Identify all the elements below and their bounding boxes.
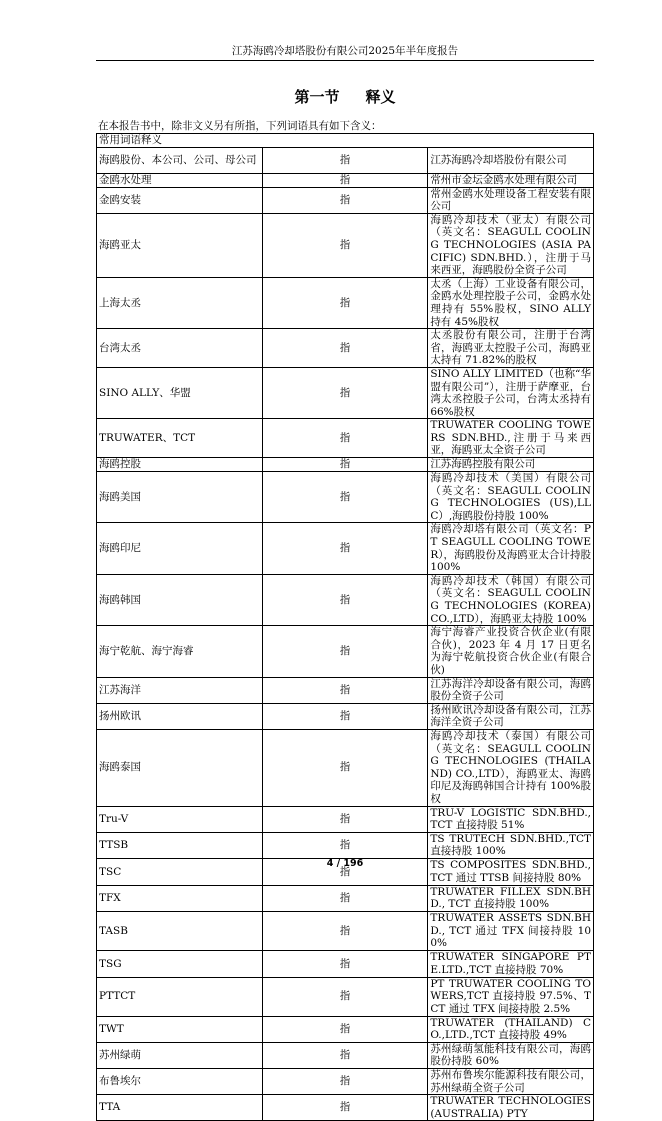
term-cell: 海鸥韩国 [97, 574, 263, 625]
separator-cell: 指 [262, 912, 428, 951]
separator-cell: 指 [262, 729, 428, 806]
table-row [97, 472, 594, 523]
term-cell: TTSB [97, 832, 263, 858]
separator-cell: 指 [262, 977, 428, 1016]
term-cell: 海鸥控股 [97, 458, 263, 472]
term-cell: 金鸥水处理 [97, 173, 263, 187]
definition-cell: TS TRUTECH SDN.BHD.,TCT 直接持股 100% [428, 832, 594, 858]
table-row [97, 626, 594, 677]
separator-cell: 指 [262, 173, 428, 187]
term-cell: 海宁乾航、海宁海睿 [97, 626, 263, 677]
table-row [97, 277, 594, 328]
separator-cell: 指 [262, 329, 428, 368]
table-row [97, 806, 594, 832]
table-row [97, 574, 594, 625]
definition-cell: TRU-V LOGISTIC SDN.BHD.,TCT 直接持股 51% [428, 806, 594, 832]
page-header: 江苏海鸥冷却塔股份有限公司2025年半年度报告 [231, 45, 459, 57]
term-cell: PTTCT [97, 977, 263, 1016]
table-row [97, 832, 594, 858]
term-cell: 上海太丞 [97, 277, 263, 328]
term-cell: 布鲁埃尔 [97, 1069, 263, 1095]
separator-cell: 指 [262, 147, 428, 173]
separator-cell: 指 [262, 858, 428, 885]
definition-cell: 海鸥冷却技术（韩国）有限公司（英文名：SEAGULL COOLING TECHNOLOGIES (KOREA) CO.,LTD），海鸥亚太持股 100% [428, 574, 594, 625]
separator-cell: 指 [262, 1016, 428, 1042]
term-cell: TTA [97, 1095, 263, 1121]
table-caption: 常用词语释义 [97, 134, 594, 148]
term-cell: TRUWATER、TCT [97, 419, 263, 458]
definition-cell: 江苏海鸥控股有限公司 [428, 458, 594, 472]
section-name: 释义 [365, 88, 396, 106]
separator-cell: 指 [262, 187, 428, 213]
section-number: 第一节 [294, 88, 340, 106]
definition-cell: 海宁海睿产业投资合伙企业(有限合伙)，2023 年 4 月 17 日更名为海宁乾航投资合伙企业(有限合伙) [428, 626, 594, 677]
term-cell: 海鸥印尼 [97, 523, 263, 574]
separator-cell: 指 [262, 832, 428, 858]
definition-cell: 苏州布鲁埃尔能源科技有限公司，苏州绿萌全资子公司 [428, 1069, 594, 1095]
table-row [97, 1095, 594, 1121]
definition-cell: TS COMPOSITES SDN.BHD.,TCT 通过 TTSB 间接持股 80% [428, 858, 594, 885]
separator-cell: 指 [262, 703, 428, 729]
table-row [97, 213, 594, 277]
definition-cell: TRUWATER (THAILAND) CO.,LTD.,TCT 直接持股 49% [428, 1016, 594, 1042]
table-row [97, 147, 594, 173]
table-row [97, 187, 594, 213]
header-divider [96, 60, 594, 61]
definition-cell: 海鸥冷却塔有限公司（英文名：PT SEAGULL COOLING TOWER），海鸥股份及海鸥亚太合计持股 100% [428, 523, 594, 574]
table-row [97, 703, 594, 729]
term-cell: 海鸥股份、本公司、公司、母公司 [97, 147, 263, 173]
definition-cell: 海鸥冷却技术（泰国）有限公司（英文名：SEAGULL COOLING TECHNOLOGIES (THAILAND) CO.,LTD），海鸥亚太、海鸥印尼及海鸥韩国合计持有 100%股权 [428, 729, 594, 806]
table-row [97, 419, 594, 458]
separator-cell: 指 [262, 626, 428, 677]
definition-cell: 太丞股份有限公司，注册于台湾省，海鸥亚太控股子公司，海鸥亚太持有 71.82%的股权 [428, 329, 594, 368]
definition-cell: SINO ALLY LIMITED（也称“华盟有限公司”），注册于萨摩亚，台湾太丞控股子公司，台湾太丞持有 66%股权 [428, 367, 594, 418]
table-row [97, 950, 594, 977]
term-cell: 海鸥亚太 [97, 213, 263, 277]
table-row [97, 367, 594, 418]
term-cell: 金鸥安装 [97, 187, 263, 213]
table-row [97, 1069, 594, 1095]
definition-cell: 太丞（上海）工业设备有限公司，金鸥水处理控股子公司，金鸥水处理持有 55%股权，SINO ALLY 持有 45%股权 [428, 277, 594, 328]
separator-cell: 指 [262, 213, 428, 277]
definitions-table [96, 133, 594, 1121]
definition-cell: TRUWATER COOLING TOWERS SDN.BHD.,注册于马来西亚，海鸥亚太全资子公司 [428, 419, 594, 458]
separator-cell: 指 [262, 523, 428, 574]
table-row [97, 173, 594, 187]
table-row [97, 1042, 594, 1068]
separator-cell: 指 [262, 419, 428, 458]
table-caption-row [97, 134, 594, 148]
table-row [97, 1016, 594, 1042]
definition-cell: 扬州欧讯冷却设备有限公司，江苏海洋全资子公司 [428, 703, 594, 729]
term-cell: 苏州绿萌 [97, 1042, 263, 1068]
term-cell: SINO ALLY、华盟 [97, 367, 263, 418]
term-cell: TWT [97, 1016, 263, 1042]
definition-cell: PT TRUWATER COOLING TOWERS,TCT 直接持股 97.5%、TCT 通过 TFX 间接持股 2.5% [428, 977, 594, 1016]
separator-cell: 指 [262, 277, 428, 328]
section-title [96, 86, 594, 107]
definition-cell: TRUWATER SINGAPORE PTE.LTD.,TCT 直接持股 70% [428, 950, 594, 977]
table-row [97, 458, 594, 472]
intro-text: 在本报告书中，除非文义另有所指，下列词语具有如下含义： [98, 120, 382, 132]
term-cell: TASB [97, 912, 263, 951]
definition-cell: 常州市金坛金鸥水处理有限公司 [428, 173, 594, 187]
definition-cell: 江苏海鸥冷却塔股份有限公司 [428, 147, 594, 173]
term-cell: 海鸥美国 [97, 472, 263, 523]
separator-cell: 指 [262, 950, 428, 977]
separator-cell: 指 [262, 806, 428, 832]
table-row [97, 329, 594, 368]
page-number: 4 / 196 [326, 858, 364, 869]
definition-cell: TRUWATER ASSETS SDN.BHD., TCT 通过 TFX 间接持股 100% [428, 912, 594, 951]
table-row [97, 885, 594, 911]
definition-cell: TRUWATER FILLEX SDN.BHD., TCT 直接持股 100% [428, 885, 594, 911]
term-cell: 扬州欧讯 [97, 703, 263, 729]
term-cell: TSC [97, 858, 263, 885]
definition-cell: 海鸥冷却技术（亚太）有限公司（英文名：SEAGULL COOLING TECHNOLOGIES (ASIA PACIFIC) SDN.BHD.），注册于马来西亚，海鸥股份全资子公司 [428, 213, 594, 277]
table-row [97, 523, 594, 574]
table-row [97, 912, 594, 951]
separator-cell: 指 [262, 574, 428, 625]
term-cell: TSG [97, 950, 263, 977]
separator-cell: 指 [262, 1095, 428, 1121]
separator-cell: 指 [262, 472, 428, 523]
term-cell: 海鸥泰国 [97, 729, 263, 806]
separator-cell: 指 [262, 1042, 428, 1068]
separator-cell: 指 [262, 677, 428, 703]
definition-cell: TRUWATER TECHNOLOGIES (AUSTRALIA) PTY [428, 1095, 594, 1121]
term-cell: TFX [97, 885, 263, 911]
term-cell: Tru-V [97, 806, 263, 832]
separator-cell: 指 [262, 885, 428, 911]
separator-cell: 指 [262, 458, 428, 472]
definition-cell: 江苏海洋冷却设备有限公司，海鸥股份全资子公司 [428, 677, 594, 703]
definition-cell: 常州金鸥水处理设备工程安装有限公司 [428, 187, 594, 213]
table-row [97, 977, 594, 1016]
separator-cell: 指 [262, 1069, 428, 1095]
table-row [97, 729, 594, 806]
definition-cell: 苏州绿萌氢能科技有限公司，海鸥股份持股 60% [428, 1042, 594, 1068]
table-row [97, 677, 594, 703]
term-cell: 江苏海洋 [97, 677, 263, 703]
separator-cell: 指 [262, 367, 428, 418]
definition-cell: 海鸥冷却技术（美国）有限公司（英文名：SEAGULL COOLING TECHNOLOGIES (US),LLC）,海鸥股份持股 100% [428, 472, 594, 523]
term-cell: 台湾太丞 [97, 329, 263, 368]
